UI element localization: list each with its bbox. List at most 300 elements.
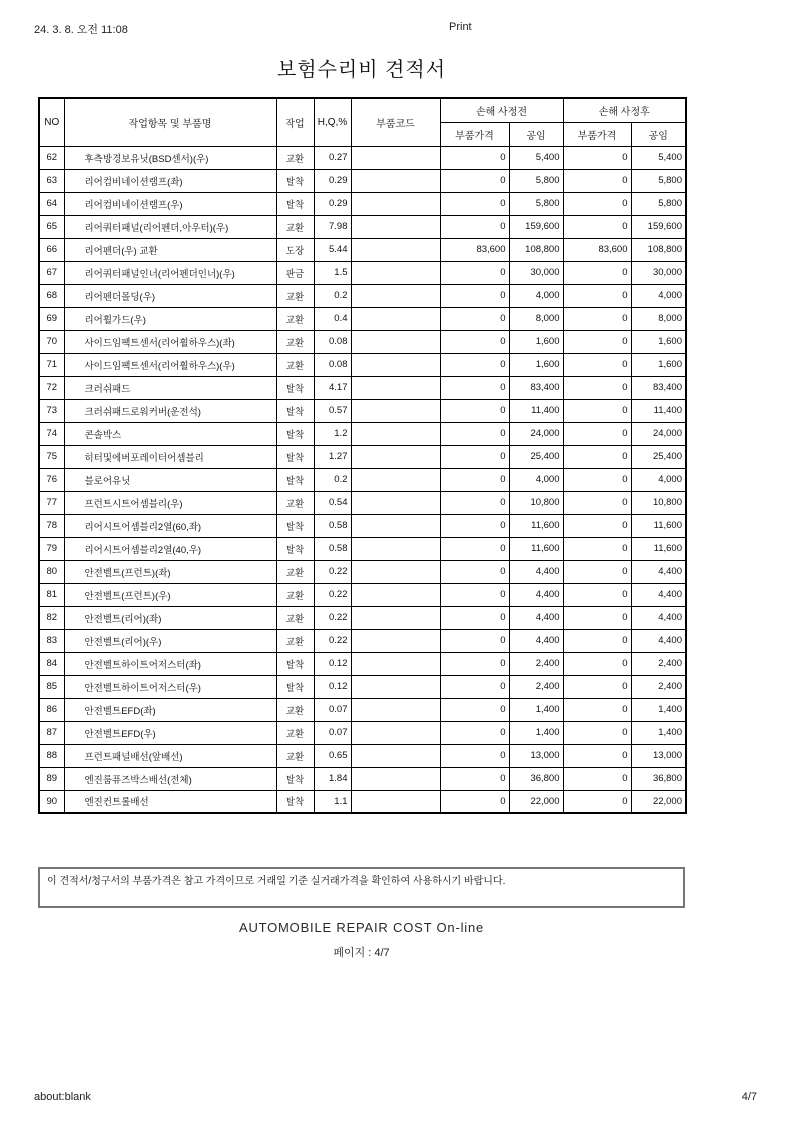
col-header-after-labor: 공임	[631, 122, 686, 146]
cell-after-labor: 36,800	[631, 767, 686, 790]
cell-before-labor: 36,800	[509, 767, 563, 790]
cell-item-name: 엔진룸퓨즈박스배선(전체)	[64, 767, 276, 790]
table-row	[39, 721, 686, 744]
cell-hq-value: 0.12	[314, 652, 351, 675]
cell-item-name: 사이드임팩트센서(리어휠하우스)(좌)	[64, 330, 276, 353]
cell-part-code	[351, 307, 440, 330]
cell-no: 75	[39, 445, 64, 468]
cell-work-type: 도장	[276, 238, 314, 261]
cell-part-code	[351, 675, 440, 698]
browser-footer-page: 4/7	[741, 1091, 757, 1103]
cell-hq-value: 0.08	[314, 353, 351, 376]
table-row	[39, 307, 686, 330]
col-header-hq: H,Q,%	[314, 98, 351, 146]
cell-item-name: 안전벨트EFD(좌)	[64, 698, 276, 721]
cell-no: 70	[39, 330, 64, 353]
table-row	[39, 514, 686, 537]
cell-part-code	[351, 721, 440, 744]
cell-before-part-price: 0	[440, 146, 509, 169]
cell-after-part-price: 0	[563, 468, 631, 491]
cell-before-labor: 11,600	[509, 537, 563, 560]
cell-after-labor: 11,600	[631, 514, 686, 537]
cell-before-part-price: 0	[440, 744, 509, 767]
cell-after-part-price: 0	[563, 537, 631, 560]
cell-item-name: 블로어유닛	[64, 468, 276, 491]
cell-hq-value: 0.58	[314, 537, 351, 560]
cell-after-labor: 13,000	[631, 744, 686, 767]
cell-work-type: 교환	[276, 606, 314, 629]
cell-before-labor: 4,000	[509, 468, 563, 491]
cell-no: 87	[39, 721, 64, 744]
cell-after-part-price: 0	[563, 192, 631, 215]
cell-item-name: 리어펜더(우) 교환	[64, 238, 276, 261]
cell-hq-value: 0.4	[314, 307, 351, 330]
cell-part-code	[351, 606, 440, 629]
cell-hq-value: 7.98	[314, 215, 351, 238]
cell-no: 82	[39, 606, 64, 629]
cell-before-labor: 4,400	[509, 606, 563, 629]
cell-hq-value: 0.07	[314, 698, 351, 721]
cell-after-labor: 5,800	[631, 192, 686, 215]
cell-after-part-price: 0	[563, 767, 631, 790]
cell-hq-value: 0.27	[314, 146, 351, 169]
table-row	[39, 560, 686, 583]
cell-part-code	[351, 284, 440, 307]
cell-after-part-price: 0	[563, 721, 631, 744]
cell-before-part-price: 0	[440, 399, 509, 422]
cell-before-labor: 5,800	[509, 169, 563, 192]
table-row	[39, 583, 686, 606]
cell-part-code	[351, 537, 440, 560]
cell-before-labor: 8,000	[509, 307, 563, 330]
cell-hq-value: 0.22	[314, 583, 351, 606]
table-body	[39, 146, 686, 813]
table-row	[39, 215, 686, 238]
cell-hq-value: 1.84	[314, 767, 351, 790]
cell-hq-value: 0.65	[314, 744, 351, 767]
cell-after-labor: 83,400	[631, 376, 686, 399]
cell-no: 72	[39, 376, 64, 399]
cell-no: 85	[39, 675, 64, 698]
cell-no: 63	[39, 169, 64, 192]
cell-before-part-price: 0	[440, 560, 509, 583]
cell-after-part-price: 0	[563, 146, 631, 169]
cell-hq-value: 0.29	[314, 169, 351, 192]
cell-work-type: 탈착	[276, 422, 314, 445]
cell-before-part-price: 0	[440, 330, 509, 353]
cell-before-labor: 1,600	[509, 330, 563, 353]
cell-work-type: 교환	[276, 146, 314, 169]
cell-after-part-price: 0	[563, 560, 631, 583]
cell-before-part-price: 0	[440, 307, 509, 330]
col-header-after-group: 손해 사정후	[563, 98, 686, 122]
cell-before-labor: 5,400	[509, 146, 563, 169]
col-header-before-part-price: 부품가격	[440, 122, 509, 146]
cell-before-labor: 30,000	[509, 261, 563, 284]
cell-after-labor: 4,000	[631, 468, 686, 491]
cell-part-code	[351, 491, 440, 514]
cell-work-type: 탈착	[276, 767, 314, 790]
cell-no: 69	[39, 307, 64, 330]
cell-hq-value: 0.58	[314, 514, 351, 537]
cell-item-name: 안전벨트(프런트)(좌)	[64, 560, 276, 583]
cell-part-code	[351, 767, 440, 790]
document-title: 보험수리비 견적서	[276, 59, 447, 81]
cell-no: 66	[39, 238, 64, 261]
cell-before-labor: 11,600	[509, 514, 563, 537]
cell-work-type: 교환	[276, 744, 314, 767]
cell-before-labor: 11,400	[509, 399, 563, 422]
cell-before-labor: 4,000	[509, 284, 563, 307]
cell-after-labor: 159,600	[631, 215, 686, 238]
cell-after-part-price: 0	[563, 514, 631, 537]
cell-work-type: 탈착	[276, 675, 314, 698]
cell-before-part-price: 0	[440, 215, 509, 238]
cell-item-name: 리어시트어셈블리2열(60,좌)	[64, 514, 276, 537]
cell-hq-value: 0.29	[314, 192, 351, 215]
cell-item-name: 크러쉬패드로워커버(운전석)	[64, 399, 276, 422]
cell-before-labor: 2,400	[509, 652, 563, 675]
cell-after-labor: 2,400	[631, 652, 686, 675]
cell-before-labor: 1,600	[509, 353, 563, 376]
cell-after-labor: 1,600	[631, 330, 686, 353]
cell-hq-value: 1.1	[314, 790, 351, 813]
cell-hq-value: 0.22	[314, 560, 351, 583]
cell-before-part-price: 0	[440, 445, 509, 468]
cell-before-part-price: 0	[440, 261, 509, 284]
cell-hq-value: 0.2	[314, 468, 351, 491]
cell-part-code	[351, 629, 440, 652]
cell-no: 90	[39, 790, 64, 813]
cell-after-part-price: 0	[563, 307, 631, 330]
cell-part-code	[351, 560, 440, 583]
cell-after-part-price: 0	[563, 284, 631, 307]
cell-hq-value: 4.17	[314, 376, 351, 399]
cell-before-part-price: 0	[440, 376, 509, 399]
cell-before-part-price: 0	[440, 790, 509, 813]
cell-after-part-price: 83,600	[563, 238, 631, 261]
cell-after-part-price: 0	[563, 698, 631, 721]
cell-after-labor: 25,400	[631, 445, 686, 468]
cell-item-name: 안전벨트EFD(우)	[64, 721, 276, 744]
cell-no: 76	[39, 468, 64, 491]
cell-after-labor: 4,400	[631, 583, 686, 606]
cell-no: 80	[39, 560, 64, 583]
cell-after-part-price: 0	[563, 399, 631, 422]
notice-text: 이 견적서/청구서의 부품가격은 참고 가격이므로 거래일 기준 실거래가격을 확인하여 사용하시기 바랍니다.	[47, 876, 506, 887]
cell-after-part-price: 0	[563, 445, 631, 468]
table-row	[39, 491, 686, 514]
cell-before-part-price: 0	[440, 468, 509, 491]
cell-before-labor: 4,400	[509, 583, 563, 606]
cell-after-labor: 10,800	[631, 491, 686, 514]
cell-item-name: 프런트시트어셈블리(우)	[64, 491, 276, 514]
cell-part-code	[351, 215, 440, 238]
cell-part-code	[351, 376, 440, 399]
cell-work-type: 교환	[276, 698, 314, 721]
cell-after-labor: 1,600	[631, 353, 686, 376]
cell-before-part-price: 0	[440, 606, 509, 629]
cell-part-code	[351, 583, 440, 606]
cell-work-type: 판금	[276, 261, 314, 284]
cell-part-code	[351, 238, 440, 261]
cell-item-name: 안전벨트(리어)(좌)	[64, 606, 276, 629]
cell-after-labor: 5,400	[631, 146, 686, 169]
cell-after-part-price: 0	[563, 491, 631, 514]
cell-part-code	[351, 169, 440, 192]
cell-before-labor: 4,400	[509, 629, 563, 652]
cell-part-code	[351, 261, 440, 284]
cell-part-code	[351, 353, 440, 376]
cell-work-type: 교환	[276, 307, 314, 330]
table-header-row-groups	[39, 98, 686, 122]
cell-before-part-price: 83,600	[440, 238, 509, 261]
cell-after-part-price: 0	[563, 606, 631, 629]
cell-before-part-price: 0	[440, 629, 509, 652]
cell-item-name: 크러쉬패드	[64, 376, 276, 399]
cell-part-code	[351, 468, 440, 491]
cell-no: 68	[39, 284, 64, 307]
cell-after-part-price: 0	[563, 422, 631, 445]
cell-item-name: 엔진컨트롤배선	[64, 790, 276, 813]
notice-box	[38, 867, 685, 908]
cell-work-type: 교환	[276, 215, 314, 238]
cell-work-type: 교환	[276, 560, 314, 583]
cell-before-part-price: 0	[440, 652, 509, 675]
cell-before-labor: 13,000	[509, 744, 563, 767]
table-row	[39, 146, 686, 169]
cell-after-labor: 8,000	[631, 307, 686, 330]
cell-work-type: 교환	[276, 330, 314, 353]
cell-no: 62	[39, 146, 64, 169]
cell-before-labor: 22,000	[509, 790, 563, 813]
cell-work-type: 교환	[276, 284, 314, 307]
print-header-title: Print	[449, 21, 472, 33]
cell-item-name: 안전벨트하이트어저스터(우)	[64, 675, 276, 698]
cell-before-part-price: 0	[440, 353, 509, 376]
page-indicator: 페이지 : 4/7	[333, 947, 390, 959]
col-header-no: NO	[39, 98, 64, 146]
cell-before-part-price: 0	[440, 491, 509, 514]
cell-after-part-price: 0	[563, 215, 631, 238]
cell-before-part-price: 0	[440, 192, 509, 215]
table-row	[39, 468, 686, 491]
cell-work-type: 탈착	[276, 652, 314, 675]
cell-hq-value: 5.44	[314, 238, 351, 261]
cell-part-code	[351, 514, 440, 537]
cell-work-type: 교환	[276, 721, 314, 744]
cell-no: 79	[39, 537, 64, 560]
cell-no: 81	[39, 583, 64, 606]
print-timestamp: 24. 3. 8. 오전 11:08	[34, 24, 128, 36]
cell-item-name: 리어시트어셈블리2열(40,우)	[64, 537, 276, 560]
cell-before-part-price: 0	[440, 514, 509, 537]
cell-no: 73	[39, 399, 64, 422]
col-header-after-part-price: 부품가격	[563, 122, 631, 146]
cell-after-labor: 5,800	[631, 169, 686, 192]
cell-part-code	[351, 652, 440, 675]
cell-item-name: 리어쿼터패널(리어펜더,아우터)(우)	[64, 215, 276, 238]
cell-item-name: 리어컴비네이션램프(우)	[64, 192, 276, 215]
cell-no: 77	[39, 491, 64, 514]
cell-item-name: 히터및에버포레이터어셈블리	[64, 445, 276, 468]
cell-no: 74	[39, 422, 64, 445]
table-row	[39, 744, 686, 767]
table-row	[39, 376, 686, 399]
cell-item-name: 리어컴비네이션램프(좌)	[64, 169, 276, 192]
cell-work-type: 탈착	[276, 468, 314, 491]
cell-no: 67	[39, 261, 64, 284]
table-row	[39, 238, 686, 261]
table-row	[39, 353, 686, 376]
service-name: AUTOMOBILE REPAIR COST On-line	[238, 920, 485, 935]
cell-item-name: 후측방경보유닛(BSD센서)(우)	[64, 146, 276, 169]
cell-work-type: 교환	[276, 629, 314, 652]
table-row	[39, 284, 686, 307]
cell-part-code	[351, 146, 440, 169]
cell-work-type: 탈착	[276, 169, 314, 192]
cell-work-type: 탈착	[276, 399, 314, 422]
cell-before-part-price: 0	[440, 583, 509, 606]
cell-before-labor: 4,400	[509, 560, 563, 583]
cell-after-part-price: 0	[563, 744, 631, 767]
table-row	[39, 169, 686, 192]
cell-item-name: 콘솔박스	[64, 422, 276, 445]
cell-before-part-price: 0	[440, 767, 509, 790]
cell-no: 71	[39, 353, 64, 376]
cell-before-part-price: 0	[440, 422, 509, 445]
cell-item-name: 리어펜더몰딩(우)	[64, 284, 276, 307]
estimate-table	[38, 97, 687, 814]
table-row	[39, 422, 686, 445]
cell-part-code	[351, 192, 440, 215]
cell-after-labor: 30,000	[631, 261, 686, 284]
cell-before-part-price: 0	[440, 284, 509, 307]
cell-hq-value: 0.54	[314, 491, 351, 514]
cell-part-code	[351, 399, 440, 422]
cell-hq-value: 0.12	[314, 675, 351, 698]
table-row	[39, 537, 686, 560]
cell-before-labor: 108,800	[509, 238, 563, 261]
cell-before-part-price: 0	[440, 537, 509, 560]
col-header-part-code: 부품코드	[351, 98, 440, 146]
cell-item-name: 프런트패널배선(앞배선)	[64, 744, 276, 767]
col-header-work: 작업	[276, 98, 314, 146]
table-row	[39, 790, 686, 813]
cell-before-labor: 24,000	[509, 422, 563, 445]
cell-before-part-price: 0	[440, 169, 509, 192]
cell-item-name: 사이드임팩트센서(리어휠하우스)(우)	[64, 353, 276, 376]
cell-no: 88	[39, 744, 64, 767]
cell-after-part-price: 0	[563, 261, 631, 284]
cell-hq-value: 1.5	[314, 261, 351, 284]
cell-no: 89	[39, 767, 64, 790]
table-row	[39, 652, 686, 675]
cell-before-part-price: 0	[440, 675, 509, 698]
cell-no: 65	[39, 215, 64, 238]
cell-before-labor: 2,400	[509, 675, 563, 698]
cell-no: 83	[39, 629, 64, 652]
cell-after-labor: 11,600	[631, 537, 686, 560]
cell-part-code	[351, 698, 440, 721]
cell-before-labor: 1,400	[509, 721, 563, 744]
cell-work-type: 교환	[276, 583, 314, 606]
table-row	[39, 606, 686, 629]
cell-part-code	[351, 422, 440, 445]
cell-after-part-price: 0	[563, 330, 631, 353]
cell-before-labor: 5,800	[509, 192, 563, 215]
cell-after-labor: 1,400	[631, 721, 686, 744]
cell-work-type: 탈착	[276, 192, 314, 215]
cell-item-name: 안전벨트(리어)(우)	[64, 629, 276, 652]
cell-hq-value: 0.08	[314, 330, 351, 353]
cell-after-part-price: 0	[563, 353, 631, 376]
cell-after-labor: 4,400	[631, 606, 686, 629]
cell-part-code	[351, 744, 440, 767]
cell-part-code	[351, 445, 440, 468]
cell-after-part-price: 0	[563, 629, 631, 652]
table-row	[39, 767, 686, 790]
cell-work-type: 탈착	[276, 376, 314, 399]
cell-after-part-price: 0	[563, 790, 631, 813]
cell-after-labor: 4,400	[631, 560, 686, 583]
cell-part-code	[351, 330, 440, 353]
cell-after-labor: 108,800	[631, 238, 686, 261]
cell-work-type: 탈착	[276, 790, 314, 813]
table-row	[39, 698, 686, 721]
table-row	[39, 261, 686, 284]
cell-after-part-price: 0	[563, 583, 631, 606]
cell-item-name: 리어휠가드(우)	[64, 307, 276, 330]
cell-after-labor: 4,400	[631, 629, 686, 652]
cell-work-type: 탈착	[276, 537, 314, 560]
cell-work-type: 교환	[276, 353, 314, 376]
cell-after-labor: 1,400	[631, 698, 686, 721]
cell-hq-value: 0.22	[314, 606, 351, 629]
cell-work-type: 탈착	[276, 514, 314, 537]
cell-hq-value: 0.2	[314, 284, 351, 307]
table-row	[39, 330, 686, 353]
col-header-before-labor: 공임	[509, 122, 563, 146]
cell-before-part-price: 0	[440, 698, 509, 721]
cell-no: 64	[39, 192, 64, 215]
cell-hq-value: 0.22	[314, 629, 351, 652]
cell-hq-value: 1.2	[314, 422, 351, 445]
cell-after-labor: 2,400	[631, 675, 686, 698]
cell-no: 78	[39, 514, 64, 537]
cell-after-labor: 11,400	[631, 399, 686, 422]
cell-after-part-price: 0	[563, 169, 631, 192]
cell-work-type: 교환	[276, 491, 314, 514]
cell-hq-value: 0.07	[314, 721, 351, 744]
cell-before-part-price: 0	[440, 721, 509, 744]
browser-footer-url: about:blank	[34, 1091, 91, 1103]
table-row	[39, 675, 686, 698]
table-row	[39, 445, 686, 468]
table-row	[39, 629, 686, 652]
cell-item-name: 리어쿼터패널인너(리어펜더인너)(우)	[64, 261, 276, 284]
cell-before-labor: 1,400	[509, 698, 563, 721]
cell-item-name: 안전벨트(프런트)(우)	[64, 583, 276, 606]
cell-before-labor: 10,800	[509, 491, 563, 514]
cell-hq-value: 0.57	[314, 399, 351, 422]
cell-before-labor: 25,400	[509, 445, 563, 468]
cell-before-labor: 159,600	[509, 215, 563, 238]
cell-hq-value: 1.27	[314, 445, 351, 468]
cell-before-labor: 83,400	[509, 376, 563, 399]
cell-after-labor: 4,000	[631, 284, 686, 307]
cell-no: 84	[39, 652, 64, 675]
